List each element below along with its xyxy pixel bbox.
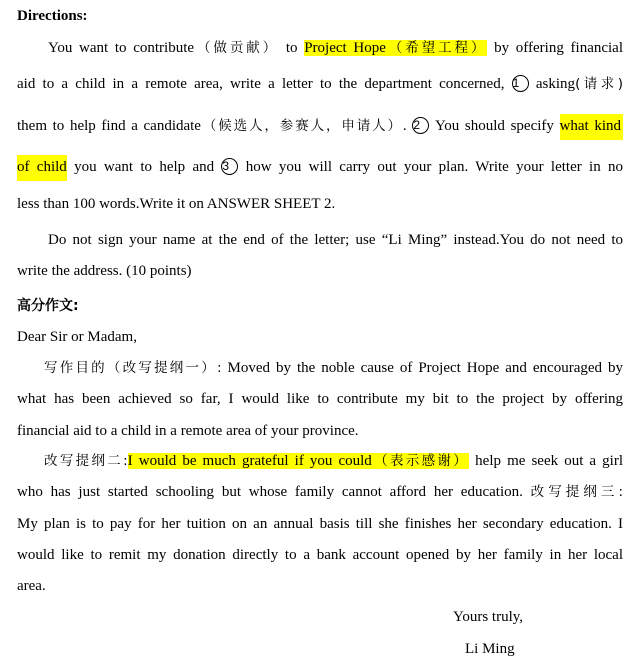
directions-line-1 [48, 38, 623, 60]
essay-p1-line-1 [44, 358, 623, 380]
circled-number-1: 1 [512, 75, 529, 92]
highlight-what-kind: what kind [560, 114, 623, 140]
cn-annotation: 改写提纲三: [530, 484, 623, 500]
text-span: asking [535, 76, 576, 92]
highlight-en: I would be much grateful if you could [127, 453, 372, 469]
cn-annotation: （做贡献） [194, 40, 280, 56]
cn-annotation: （候选人，参赛人，申请人） [200, 118, 403, 134]
circled-number-2: 2 [412, 117, 429, 134]
highlight-of-child: of child [17, 155, 67, 181]
cn-annotation: 写作目的（改写提纲一）: [44, 360, 222, 376]
text-span: You should specify [434, 118, 560, 134]
text-span: who has just started schooling but whose family cannot afford her education. [17, 484, 531, 500]
text-span: them to help find a candidate [17, 118, 201, 134]
essay-heading: 高分作文: [17, 298, 79, 314]
text-span: You want to contribute [48, 40, 195, 56]
highlight-cn: （表示感谢） [371, 453, 470, 469]
text-span: help me seek out a girl [469, 453, 623, 469]
essay-p2-line-3: My plan is to pay for her tuition on an annual basis till she finishes her secondary education. I [17, 516, 623, 532]
cn-annotation: (请求) [575, 76, 623, 92]
highlight-cn: （希望工程） [385, 40, 488, 56]
directions-line-2 [17, 74, 623, 96]
essay-p2-line-5: area. [17, 578, 46, 594]
text-span: Moved by the noble cause of Project Hope and encouraged by [221, 360, 623, 376]
signature: Li Ming [465, 641, 515, 657]
directions-line-4 [17, 157, 623, 179]
directions-line-7: write the address. (10 points) [17, 263, 192, 279]
highlight-grateful [128, 453, 469, 469]
essay-p1-line-3: financial aid to a child in a remote area of your province. [17, 423, 359, 439]
text-span: . [402, 118, 413, 134]
directions-heading: Directions: [17, 8, 88, 24]
circled-number-3: 3 [221, 158, 238, 175]
closing: Yours truly, [453, 609, 524, 625]
text-span: you want to help and [66, 159, 222, 175]
salutation: Dear Sir or Madam, [17, 329, 137, 345]
text-span: aid to a child in a remote area, write a letter to the department concerned, [17, 76, 512, 92]
essay-p2-line-1 [44, 451, 623, 473]
essay-p1-line-2: what has been achieved so far, I would like to contribute my bit to the project by offering [17, 391, 623, 407]
cn-annotation: 改写提纲二: [44, 453, 128, 469]
text-span: to [279, 40, 305, 56]
text-span: how you will carry out your plan. Write your letter in no [238, 159, 623, 175]
essay-p2-line-4: would like to remit my donation directly to a bank account opened by her family in her local [17, 547, 623, 563]
highlight-project-hope [304, 40, 487, 56]
directions-line-3 [17, 116, 623, 138]
directions-line-6: Do not sign your name at the end of the letter; use “Li Ming” instead.You do not need to [48, 232, 623, 248]
text-span: by offering financial [487, 40, 624, 56]
highlight-en: Project Hope [304, 40, 386, 56]
directions-line-5: less than 100 words.Write it on ANSWER SHEET 2. [17, 196, 336, 212]
essay-p2-line-2 [17, 482, 623, 504]
